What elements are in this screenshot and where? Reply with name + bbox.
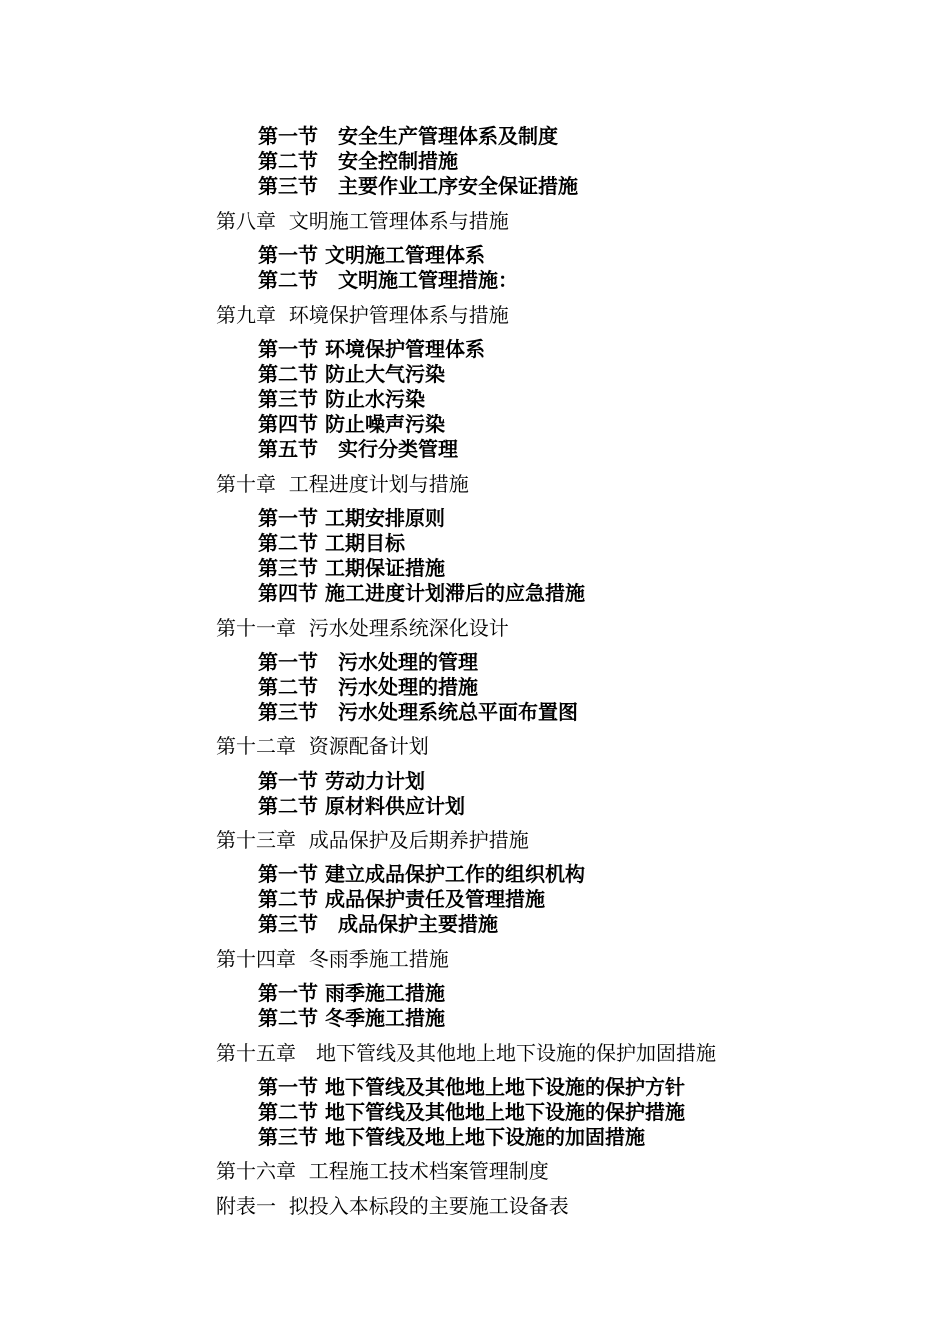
toc-chapter: 第十五章 地下管线及其他地上地下设施的保护加固措施 bbox=[216, 1041, 716, 1065]
toc-chapter: 附表一 拟投入本标段的主要施工设备表 bbox=[216, 1194, 569, 1218]
toc-section: 第三节 地下管线及地上地下设施的加固措施 bbox=[258, 1125, 645, 1149]
toc-section: 第三节 污水处理系统总平面布置图 bbox=[258, 700, 578, 724]
toc-chapter: 第十一章 污水处理系统深化设计 bbox=[216, 616, 509, 640]
toc-section: 第四节 施工进度计划滞后的应急措施 bbox=[258, 581, 585, 605]
toc-chapter: 第九章 环境保护管理体系与措施 bbox=[216, 303, 509, 327]
toc-section: 第二节 文明施工管理措施： bbox=[258, 268, 518, 292]
toc-section: 第二节 原材料供应计划 bbox=[258, 794, 465, 818]
toc-chapter: 第八章 文明施工管理体系与措施 bbox=[216, 209, 509, 233]
toc-section: 第三节 工期保证措施 bbox=[258, 556, 445, 580]
toc-chapter: 第十三章 成品保护及后期养护措施 bbox=[216, 828, 529, 852]
toc-section: 第三节 防止水污染 bbox=[258, 387, 425, 411]
toc-section: 第二节 防止大气污染 bbox=[258, 362, 445, 386]
toc-section: 第一节 污水处理的管理 bbox=[258, 650, 478, 674]
toc-section: 第二节 成品保护责任及管理措施 bbox=[258, 887, 545, 911]
toc-section: 第一节 雨季施工措施 bbox=[258, 981, 445, 1005]
toc-section: 第二节 工期目标 bbox=[258, 531, 405, 555]
toc-section: 第三节 成品保护主要措施 bbox=[258, 912, 498, 936]
toc-section: 第三节 主要作业工序安全保证措施 bbox=[258, 174, 578, 198]
toc-section: 第一节 建立成品保护工作的组织机构 bbox=[258, 862, 585, 886]
toc-section: 第一节 环境保护管理体系 bbox=[258, 337, 485, 361]
toc-section: 第一节 地下管线及其他地上地下设施的保护方针 bbox=[258, 1075, 685, 1099]
toc-section: 第二节 地下管线及其他地上地下设施的保护措施 bbox=[258, 1100, 685, 1124]
toc-section: 第一节 安全生产管理体系及制度 bbox=[258, 124, 558, 148]
toc-chapter: 第十章 工程进度计划与措施 bbox=[216, 472, 469, 496]
toc-chapter: 第十四章 冬雨季施工措施 bbox=[216, 947, 449, 971]
toc-section: 第四节 防止噪声污染 bbox=[258, 412, 445, 436]
toc-chapter: 第十二章 资源配备计划 bbox=[216, 734, 429, 758]
toc-section: 第二节 污水处理的措施 bbox=[258, 675, 478, 699]
toc-section: 第二节 冬季施工措施 bbox=[258, 1006, 445, 1030]
toc-section: 第一节 文明施工管理体系 bbox=[258, 243, 485, 267]
toc-section: 第五节 实行分类管理 bbox=[258, 437, 458, 461]
toc-chapter: 第十六章 工程施工技术档案管理制度 bbox=[216, 1159, 549, 1183]
toc-section: 第二节 安全控制措施 bbox=[258, 149, 458, 173]
toc-section: 第一节 工期安排原则 bbox=[258, 506, 445, 530]
toc-section: 第一节 劳动力计划 bbox=[258, 769, 425, 793]
